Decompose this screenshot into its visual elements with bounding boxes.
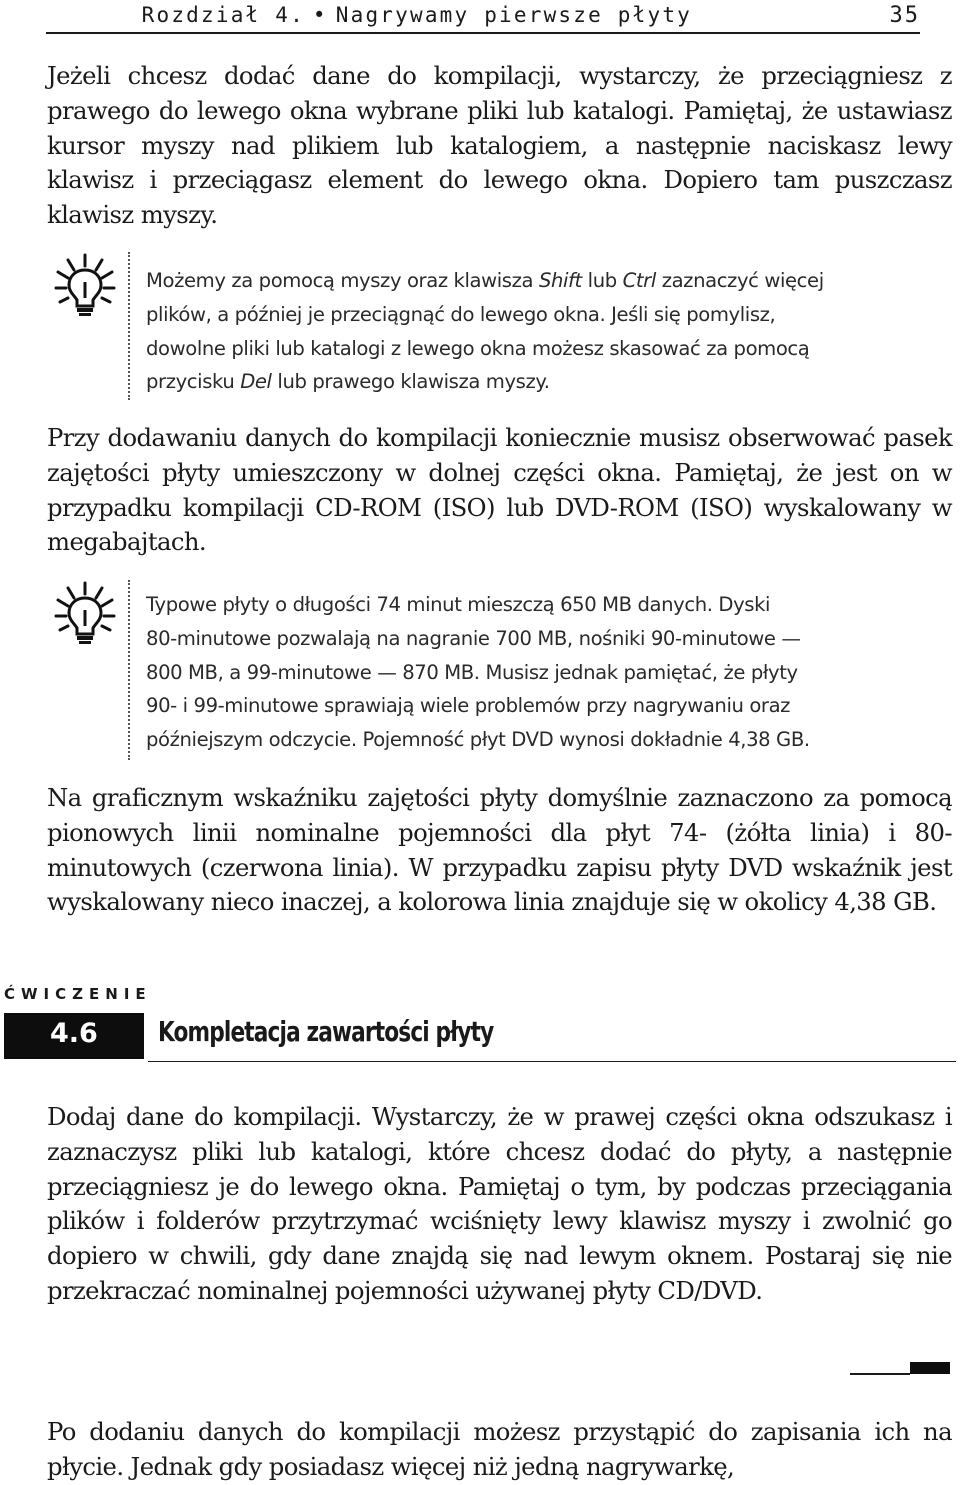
tip-2-line-5: późniejszym odczycie. Pojemność płyt DVD wynosi dokładnie 4,38 GB.	[146, 728, 810, 752]
tip-2-line-4: 90- i 99-minutowe sprawiają wiele problemów przy nagrywaniu oraz	[146, 694, 791, 718]
tip-1-line-1	[146, 264, 952, 298]
paragraph-3: Na graficznym wskaźniku zajętości płyty domyślnie zaznaczono za pomocą pionowych linii nominalne pojemności dla płyt 74- (żółta linia) i 80-minutowych (czerwona linia). W przypadku zapisu płyty DVD wskaźnik jest wyskalowany nieco inaczej, a kolorowa linia znajduje się w okolicy 4,38 GB.	[47, 783, 952, 917]
header-separator: •	[312, 3, 328, 27]
header-chapter-line	[142, 3, 692, 27]
tip-2-line-2: 80-minutowe pozwalają na nagranie 700 MB, nośniki 90-minutowe —	[146, 626, 801, 650]
tip-1-text-part: Możemy za pomocą myszy oraz klawisza	[146, 269, 539, 292]
tip-2-line-1: Typowe płyty o długości 74 minut mieszczą 650 MB danych. Dyski	[146, 593, 771, 616]
key-shift: Shift	[538, 269, 582, 292]
paragraph-5: Po dodaniu danych do kompilacji możesz przystąpić do zapisania ich na płycie. Jednak gdy posiadasz więcej niż jedną nagrywarkę,	[47, 1417, 952, 1481]
tip-1-line-3: dowolne pliki lub katalogi z lewego okna możesz skasować za pomocą	[146, 336, 810, 360]
page-number: 35	[889, 3, 920, 28]
tip-1-text-part: zaznaczyć więcej	[655, 269, 824, 292]
header-chapter: Rozdział 4.	[141, 3, 305, 27]
tip-divider	[128, 580, 130, 760]
paragraph-1: Jeżeli chcesz dodać dane do kompilacji, wystarczy, że przeciągniesz z prawego do lewego okna wybrane pliki lub katalogi. Pamiętaj, że ustawiasz kursor myszy nad plikiem lub katalogiem, a następnie naciskasz lewy klawisz i przeciągasz element do lewego okna. Dopiero tam puszczasz klawisz myszy.	[47, 61, 952, 230]
key-del: Del	[240, 370, 272, 394]
tip-box-2	[54, 580, 952, 760]
exercise-number: 4.6	[50, 1018, 98, 1049]
exercise-title: Kompletacja zawartości płyty	[158, 1015, 494, 1048]
header-chapter-title: Nagrywamy pierwsze płyty	[335, 3, 692, 27]
tip-divider	[128, 252, 130, 400]
paragraph-2: Przy dodawaniu danych do kompilacji koniecznie musisz obserwować pasek zajętości płyty umieszczony w dolnej części okna. Pamiętaj, że jest on w przypadku kompilacji CD-ROM (ISO) lub DVD-ROM (ISO) wyskalowany w megabajtach.	[47, 423, 952, 557]
exercise-number-box	[4, 1013, 144, 1059]
lightbulb-icon	[54, 580, 116, 646]
tip-1-text-part: przycisku	[146, 370, 241, 394]
tip-1-text-part: lub prawego klawisza myszy.	[271, 370, 550, 394]
tip-1-line-2: plików, a później je przeciągnąć do lewego okna. Jeśli się pomylisz,	[146, 302, 776, 326]
key-ctrl: Ctrl	[622, 269, 656, 292]
tip-1-text	[146, 264, 952, 399]
exercise-end-rule	[850, 1373, 910, 1375]
tip-1-line-4	[146, 365, 952, 399]
tip-box-1	[54, 252, 952, 400]
tip-1-text-part: lub	[581, 269, 623, 292]
paragraph-4: Dodaj dane do kompilacji. Wystarczy, że w prawej części okna odszukasz i zaznaczysz pliki lub katalogi, które chcesz dodać do płyty, a następnie przeciągniesz je do lewego okna. Pamiętaj o tym, by podczas przeciągania plików i folderów przytrzymać wciśnięty lewy klawisz myszy i zwolnić go dopiero w chwili, gdy dane znajdą się nad lewym oknem. Postaraj się nie przekraczać nominalnej pojemności używanej płyty CD/DVD.	[47, 1102, 952, 1305]
running-header	[46, 0, 920, 34]
tip-2-line-3: 800 MB, a 99-minutowe — 870 MB. Musisz jednak pamiętać, że płyty	[146, 660, 798, 684]
exercise-title-rule	[148, 1061, 956, 1062]
exercise-label: ĆWICZENIE	[4, 985, 152, 1003]
lightbulb-icon	[54, 252, 116, 318]
tip-2-text	[146, 588, 952, 757]
exercise-end-marker	[910, 1362, 950, 1374]
